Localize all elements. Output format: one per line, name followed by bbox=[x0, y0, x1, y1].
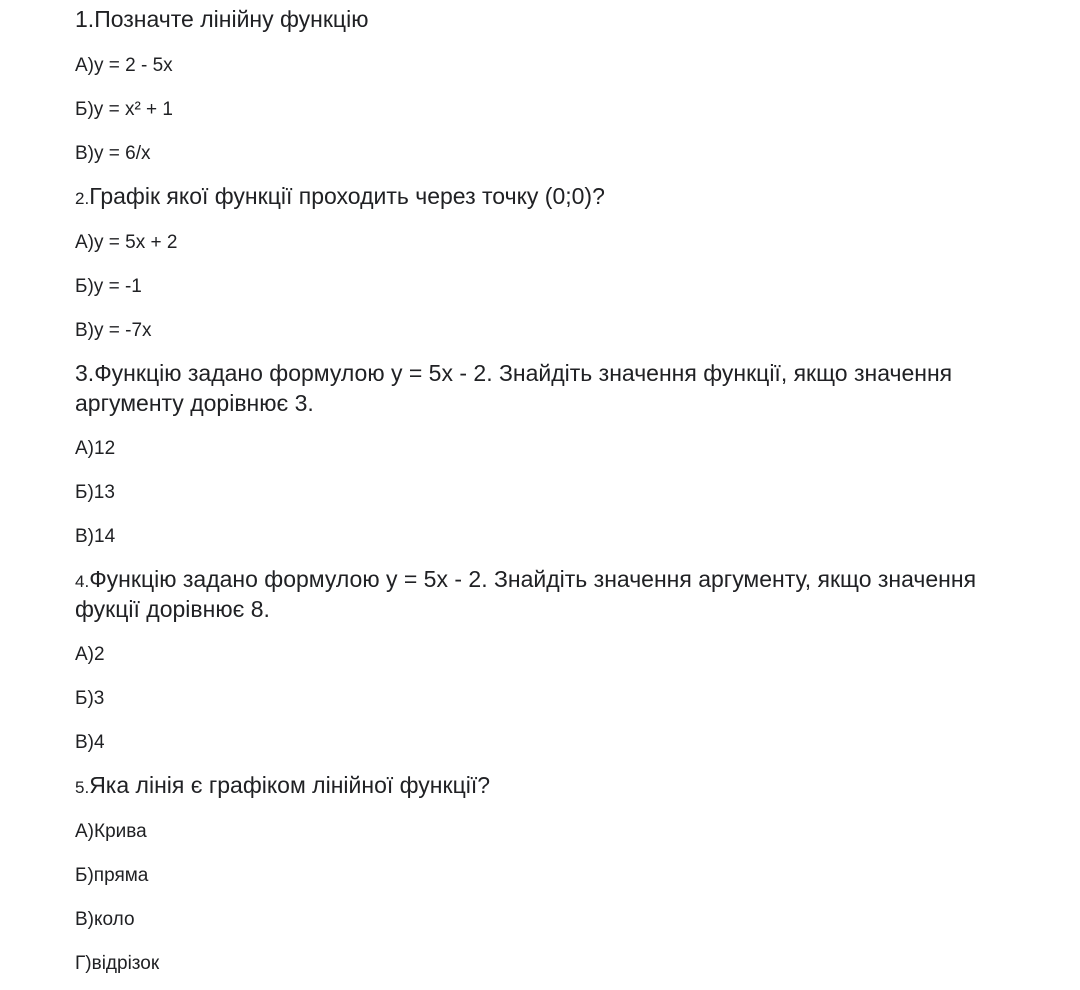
question-5-option-a: А)Крива bbox=[75, 821, 147, 842]
question-5-number: 5. bbox=[75, 778, 90, 797]
question-4-text-continued: фукції дорівнює 8. bbox=[75, 596, 270, 622]
question-1-option-b: Б)y = x² + 1 bbox=[75, 99, 173, 120]
question-1-number: 1. bbox=[75, 6, 95, 32]
question-5-option-b: Б)пряма bbox=[75, 865, 149, 886]
question-5-option-d: Г)відрізок bbox=[75, 953, 160, 974]
question-2-option-c: В)y = -7x bbox=[75, 320, 152, 341]
question-3-option-c: В)14 bbox=[75, 526, 116, 547]
question-2-number: 2. bbox=[75, 189, 90, 208]
question-5-text: Яка лінія є графіком лінійної функції? bbox=[89, 772, 491, 798]
question-3-text: Функцію задано формулою y = 5x - 2. Знайдіть значення функції, якщо значення bbox=[94, 360, 953, 386]
question-4-number: 4. bbox=[75, 572, 90, 591]
question-2-text: Графік якої функції проходить через точку (0;0)? bbox=[89, 183, 605, 209]
question-4-option-b: Б)3 bbox=[75, 688, 105, 709]
question-2-option-a: А)y = 5x + 2 bbox=[75, 232, 178, 253]
question-3 bbox=[75, 362, 952, 385]
question-4-option-c: В)4 bbox=[75, 732, 105, 753]
question-4 bbox=[75, 568, 976, 591]
question-2-option-b: Б)y = -1 bbox=[75, 276, 142, 297]
question-3-option-a: А)12 bbox=[75, 438, 116, 459]
question-3-option-b: Б)13 bbox=[75, 482, 115, 503]
question-1-option-c: В)y = 6/x bbox=[75, 143, 151, 164]
question-1-text: Позначте лінійну функцію bbox=[94, 6, 369, 32]
question-5-option-c: В)коло bbox=[75, 909, 135, 930]
question-4-text: Функцію задано формулою y = 5x - 2. Знайдіть значення аргументу, якщо значення bbox=[89, 566, 977, 592]
question-4-option-a: А)2 bbox=[75, 644, 105, 665]
question-1 bbox=[75, 8, 368, 31]
question-3-number: 3. bbox=[75, 360, 95, 386]
question-1-option-a: А)y = 2 - 5x bbox=[75, 55, 173, 76]
question-5 bbox=[75, 774, 490, 797]
question-3-text-continued: аргументу дорівнює 3. bbox=[75, 390, 314, 416]
question-2 bbox=[75, 185, 605, 208]
